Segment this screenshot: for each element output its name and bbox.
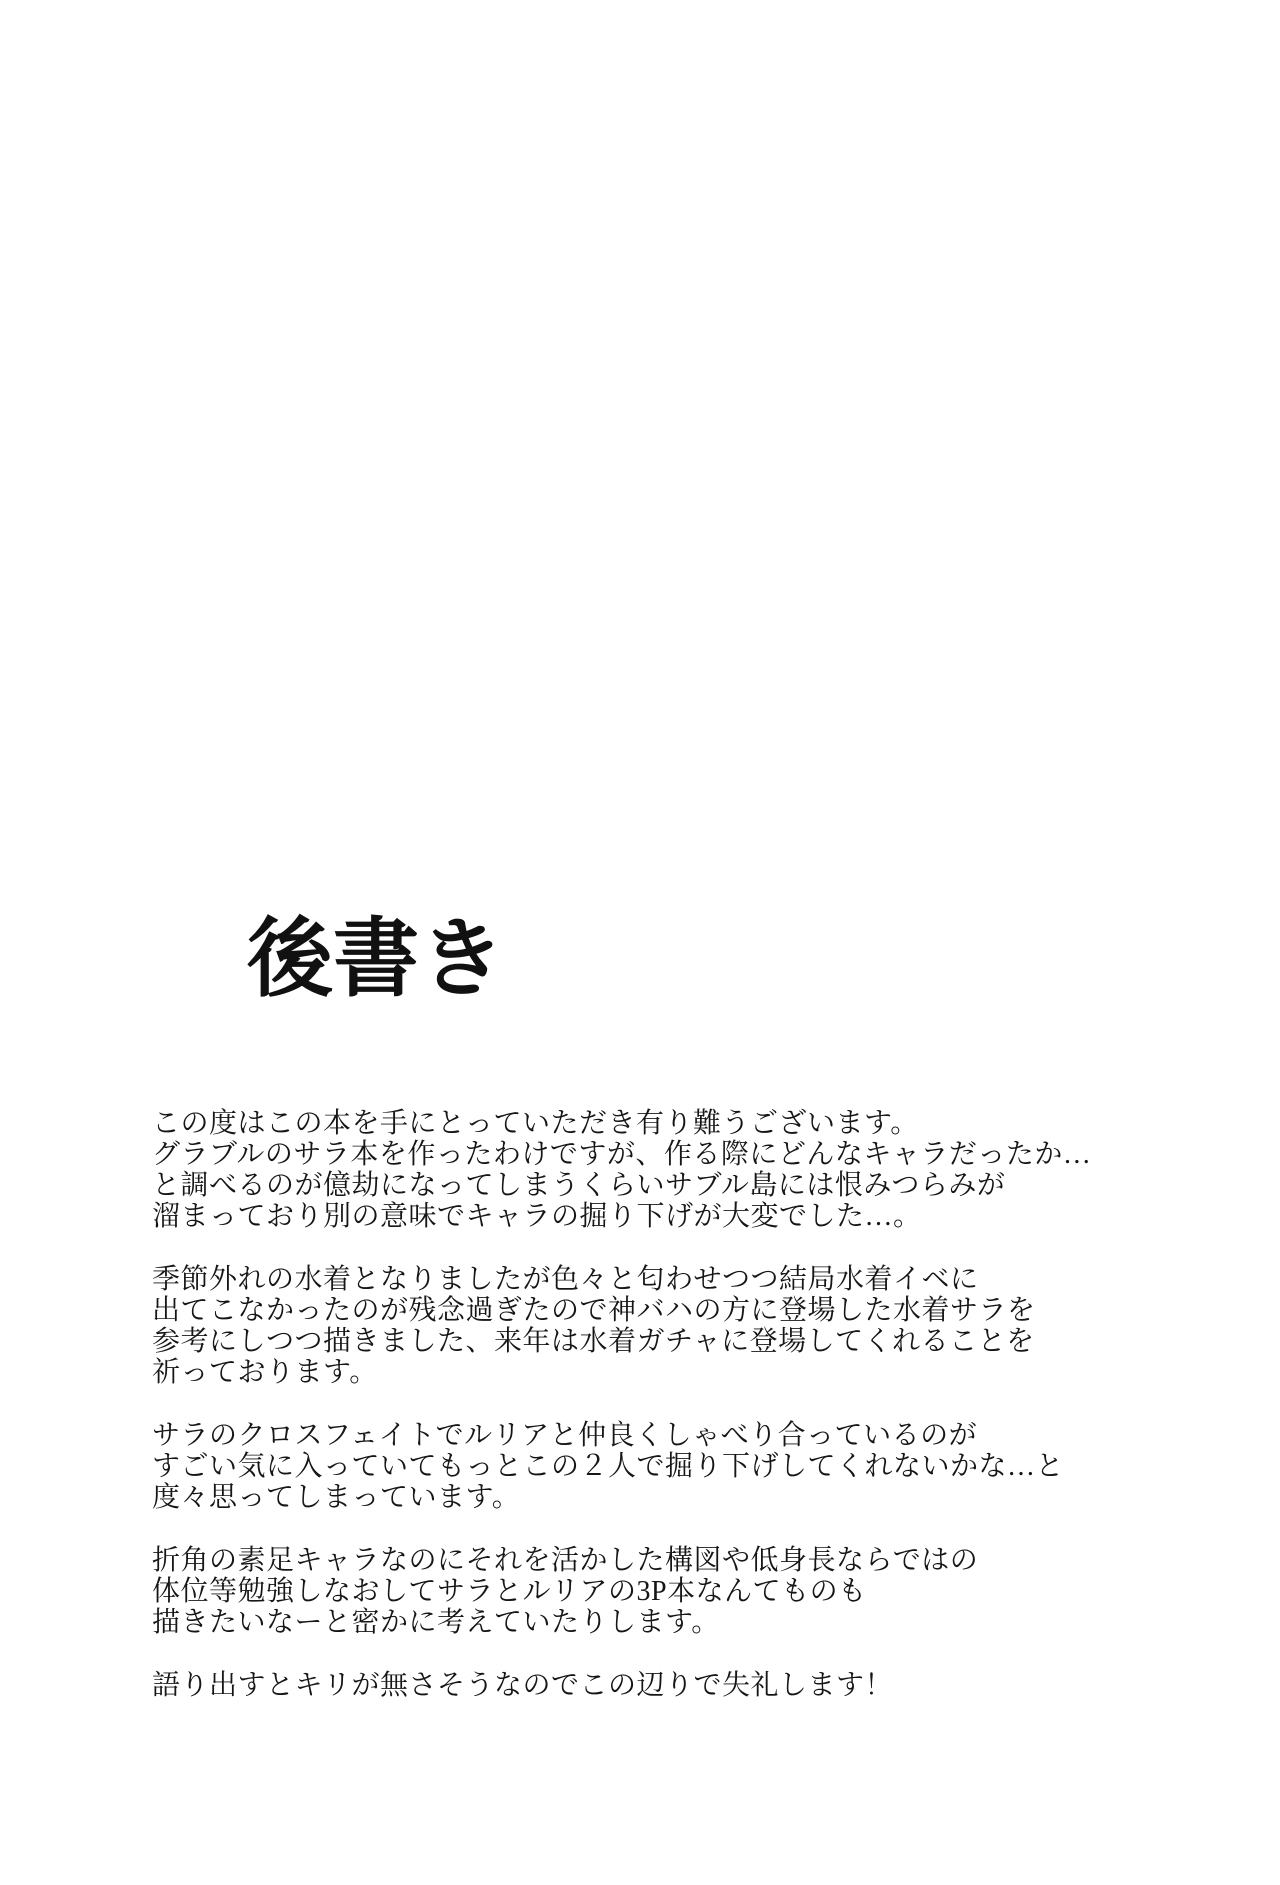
body-text-line: 描きたいなーと密かに考えていたりします。 <box>152 1607 720 1638</box>
body-text-line: 折角の素足キャラなのにそれを活かした構図や低身長ならではの <box>152 1545 979 1576</box>
body-text-line: 季節外れの水着となりましたが色々と匂わせつつ結局水着イベに <box>152 1264 979 1295</box>
page-title: 後書き <box>247 911 505 1007</box>
paragraph-closing <box>152 1670 1172 1701</box>
body-text-line: サラのクロスフェイトでルリアと仲良くしゃべり合っているのが <box>152 1420 978 1451</box>
body-text-line: 体位等勉強しなおしてサラとルリアの3P本なんてものも <box>152 1576 867 1607</box>
body-text-line: グラブルのサラ本を作ったわけですが、作る際にどんなキャラだったか… <box>152 1139 1092 1170</box>
body-text-line: 出てこなかったのが残念過ぎたので神バハの方に登場した水着サラを <box>152 1295 1036 1326</box>
paragraph-thanks <box>152 1108 1172 1232</box>
body-text-line: この度はこの本を手にとっていただき有り難うございます。 <box>152 1108 919 1139</box>
body-text-line: 語り出すとキリが無さそうなのでこの辺りで失礼します！ <box>152 1670 894 1701</box>
paragraph-future-ideas <box>152 1545 1172 1638</box>
body-text-line: 度々思ってしまっています。 <box>152 1482 521 1513</box>
body-text-line: すごい気に入っていてもっとこの２人で掘り下げしてくれないかな…と <box>152 1451 1065 1482</box>
paragraph-swimsuit <box>152 1264 1172 1388</box>
paragraph-crossfate <box>152 1420 1172 1513</box>
afterword-body <box>152 1108 1172 1733</box>
body-text-line: 溜まっており別の意味でキャラの掘り下げが大変でした…。 <box>152 1201 922 1232</box>
body-text-line: 参考にしつつ描きました、来年は水着ガチャに登場してくれることを <box>152 1326 1035 1357</box>
body-text-line: 祈っております。 <box>152 1357 378 1388</box>
body-text-line: と調べるのが億劫になってしまうくらいサブル島には恨みつらみが <box>152 1170 1006 1201</box>
